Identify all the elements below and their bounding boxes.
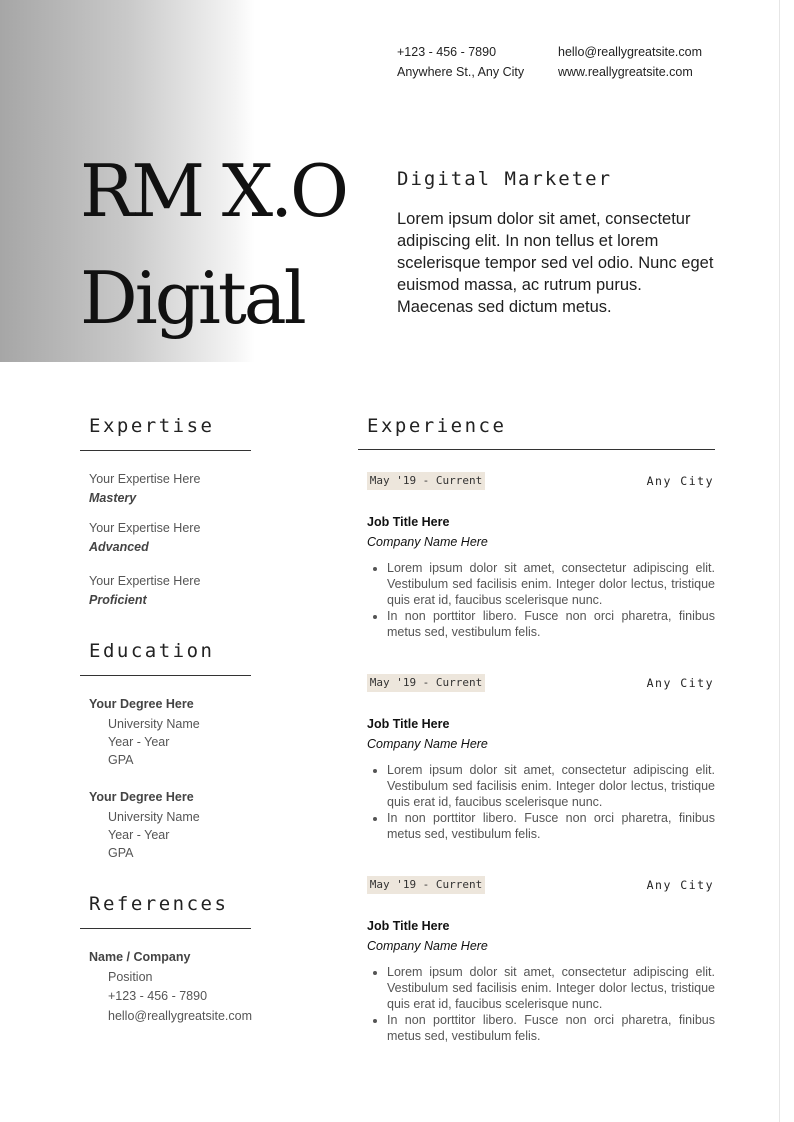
- experience-company: Company Name Here: [367, 939, 488, 953]
- education-years: Year - Year: [108, 735, 170, 749]
- contact-phone: +123 - 456 - 7890: [397, 45, 497, 59]
- experience-bullet-list: [367, 964, 715, 1044]
- education-degree: Your Degree Here: [89, 790, 194, 804]
- expertise-divider: [80, 450, 251, 451]
- experience-company: Company Name Here: [367, 737, 488, 751]
- experience-city: Any City: [646, 474, 714, 488]
- reference-phone: +123 - 456 - 7890: [108, 989, 208, 1003]
- experience-bullet: • In non porttitor libero. Fusce non orci pharetra, finibus metus sed, vestibulum felis.: [387, 1012, 715, 1044]
- experience-bullet: • In non porttitor libero. Fusce non orci pharetra, finibus metus sed, vestibulum felis.: [387, 608, 715, 640]
- role-title: Digital Marketer: [397, 168, 613, 190]
- brand-name-line-1: RM X.O: [80, 149, 346, 233]
- references-heading: References: [89, 893, 229, 915]
- experience-bullet: • Lorem ipsum dolor sit amet, consectetur adipiscing elit. Vestibulum sed facilisis enim. Integer dolor lectus, tristique quis erat id, faucibus scelerisque nunc.: [387, 762, 715, 810]
- references-divider: [80, 928, 251, 929]
- experience-date-badge: May '19 - Current: [367, 472, 485, 490]
- experience-divider: [358, 449, 715, 450]
- education-gpa: GPA: [108, 846, 134, 860]
- experience-date-badge: May '19 - Current: [367, 876, 485, 894]
- education-divider: [80, 675, 251, 676]
- education-university: University Name: [108, 810, 200, 824]
- experience-city: Any City: [646, 676, 714, 690]
- experience-date-badge: May '19 - Current: [367, 674, 485, 692]
- experience-bullet-list: [367, 560, 715, 640]
- education-years: Year - Year: [108, 828, 170, 842]
- experience-bullet: • Lorem ipsum dolor sit amet, consectetur adipiscing elit. Vestibulum sed facilisis enim. Integer dolor lectus, tristique quis erat id, faucibus scelerisque nunc.: [387, 964, 715, 1012]
- experience-bullet: • Lorem ipsum dolor sit amet, consectetur adipiscing elit. Vestibulum sed facilisis enim. Integer dolor lectus, tristique quis erat id, faucibus scelerisque nunc.: [387, 560, 715, 608]
- expertise-heading: Expertise: [89, 415, 215, 437]
- experience-job-title: Job Title Here: [367, 919, 450, 933]
- reference-position: Position: [108, 970, 153, 984]
- contact-email: hello@reallygreatsite.com: [558, 45, 703, 59]
- experience-bullet-list: [367, 762, 715, 842]
- profile-summary: Lorem ipsum dolor sit amet, consectetur adipiscing elit. In non tellus et lorem scelerisque tempor sed vel odio. Nunc eget euismod massa, ac rutrum purus. Maecenas sed dictum metus.: [397, 210, 714, 316]
- education-gpa: GPA: [108, 753, 134, 767]
- page-edge-line: [779, 0, 780, 1122]
- brand-name-line-2: Digital: [80, 256, 304, 340]
- education-university: University Name: [108, 717, 200, 731]
- education-heading: Education: [89, 640, 215, 662]
- education-degree: Your Degree Here: [89, 697, 194, 711]
- contact-website: www.reallygreatsite.com: [558, 65, 693, 79]
- experience-city: Any City: [646, 878, 714, 892]
- expertise-item-level: Advanced: [89, 540, 149, 554]
- experience-company: Company Name Here: [367, 535, 488, 549]
- expertise-item-name: Your Expertise Here: [89, 472, 201, 486]
- reference-email: hello@reallygreatsite.com: [108, 1009, 253, 1023]
- expertise-item-level: Proficient: [89, 593, 147, 607]
- experience-heading: Experience: [367, 415, 507, 437]
- contact-address: Anywhere St., Any City: [397, 65, 525, 79]
- reference-name: Name / Company: [89, 950, 191, 964]
- experience-job-title: Job Title Here: [367, 717, 450, 731]
- expertise-item-level: Mastery: [89, 491, 137, 505]
- expertise-item-name: Your Expertise Here: [89, 574, 201, 588]
- experience-job-title: Job Title Here: [367, 515, 450, 529]
- experience-bullet: • In non porttitor libero. Fusce non orci pharetra, finibus metus sed, vestibulum felis.: [387, 810, 715, 842]
- expertise-item-name: Your Expertise Here: [89, 521, 201, 535]
